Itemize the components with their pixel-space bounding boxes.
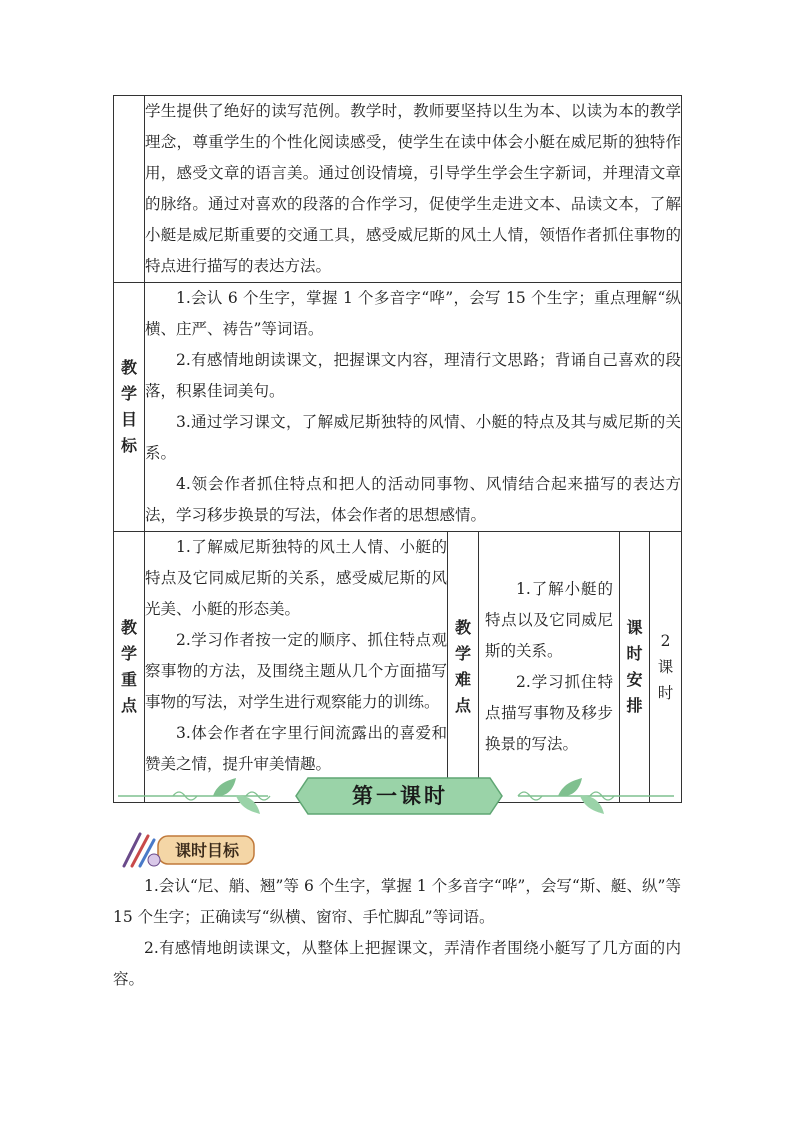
goal-item: 1.会认 6 个生字，掌握 1 个多音字“哗”，会写 15 个生字；重点理解“纵横、庄严、祷告”等词语。 (145, 289, 682, 338)
key-points-content (145, 532, 448, 803)
goals-content (145, 283, 682, 532)
goals-label: 教 学 目 标 (114, 283, 145, 532)
schedule-label: 课 时 安 排 (620, 532, 650, 803)
goal-item: 2.有感情地朗读课文，把握课文内容，理清行文思路；背诵自己喜欢的段落，积累佳词美句。 (145, 351, 682, 400)
difficulty-item: 2.学习抓住特点描写事物及移步换景的写法。 (485, 673, 613, 753)
difficulties-label: 教 学 难 点 (448, 532, 479, 803)
key-points-label: 教 学 重 点 (114, 532, 145, 803)
difficulty-item: 1.了解小艇的特点以及它同威尼斯的关系。 (485, 580, 613, 660)
intro-label-cell (114, 96, 145, 283)
lesson-objectives (113, 871, 681, 995)
objectives-badge: 课时目标 (174, 841, 239, 860)
goal-item: 3.通过学习课文，了解威尼斯独特的风情、小艇的特点及其与威尼斯的关系。 (145, 413, 682, 462)
difficulties-content (479, 532, 620, 803)
key-row (114, 532, 682, 803)
key-point-item: 3.体会作者在字里行间流露出的喜爱和赞美之情，提升审美情趣。 (145, 724, 447, 773)
schedule-value: 2 课 时 (650, 532, 682, 803)
intro-row (114, 96, 682, 283)
intro-text: 学生提供了绝好的读写范例。教学时，教师要坚持以生为本、以读为本的教学理念，尊重学生的个性化阅读感受，使学生在读中体会小艇在威尼斯的独特作用，感受文章的语言美。通过创设情境，引导学生学会生字新词，并理清文章的脉络。通过对喜欢的段落的合作学习，促使学生走进文本、品读文本，了解小艇是威尼斯重要的交通工具，感受威尼斯的风土人情，领悟作者抓住事物的特点进行描写的表达方法。 (145, 96, 682, 283)
section-title: 第一课时 (352, 784, 448, 808)
objective-item: 1.会认“尼、艄、翘”等 6 个生字，掌握 1 个多音字“哗”，会写“斯、艇、纵”等 15 个生字；正确读写“纵横、窗帘、手忙脚乱”等词语。 (113, 877, 681, 926)
key-point-item: 2.学习作者按一定的顺序、抓住特点观察事物的方法，及围绕主题从几个方面描写事物的写法，对学生进行观察能力的训练。 (145, 631, 447, 711)
key-point-item: 1.了解威尼斯独特的风土人情、小艇的特点及它同威尼斯的关系，感受威尼斯的风光美、小艇的形态美。 (145, 538, 447, 618)
objective-item: 2.有感情地朗读课文，从整体上把握课文，弄清作者围绕小艇写了几方面的内容。 (113, 939, 681, 988)
lesson-plan-table (113, 95, 682, 803)
goal-item: 4.领会作者抓住特点和把人的活动同事物、风情结合起来描写的表达方法，学习移步换景的写法，体会作者的思想感情。 (145, 475, 682, 524)
goals-row (114, 283, 682, 532)
